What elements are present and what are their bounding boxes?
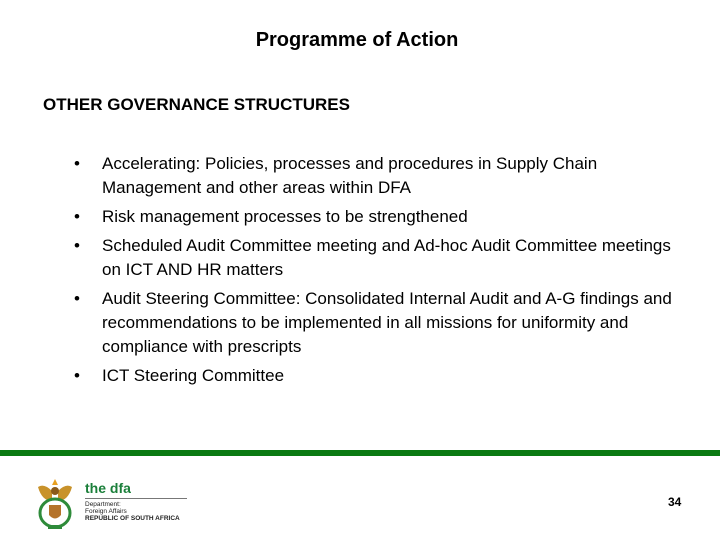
bullet-text: Accelerating: Policies, processes and procedures in Supply Chain Management and other areas within DFA <box>102 154 598 197</box>
coat-of-arms-icon <box>34 475 76 531</box>
page-number: 34 <box>668 495 682 509</box>
bullet-icon: • <box>74 154 80 173</box>
bullet-list <box>74 152 694 393</box>
department-name <box>85 501 180 522</box>
list-item <box>74 152 694 200</box>
bullet-text: ICT Steering Committee <box>102 366 285 385</box>
list-item <box>74 364 694 388</box>
bullet-text: Risk management processes to be strengthened <box>102 207 468 226</box>
list-item <box>74 205 694 229</box>
country-line: REPUBLIC OF SOUTH AFRICA <box>85 515 180 522</box>
list-item <box>74 234 694 282</box>
bullet-icon: • <box>74 236 80 255</box>
footer-divider <box>0 450 720 456</box>
slide-title: Programme of Action <box>255 29 459 51</box>
list-item <box>74 287 694 359</box>
bullet-icon: • <box>74 366 80 385</box>
bullet-icon: • <box>74 207 80 226</box>
dfa-logo-text: the dfa <box>85 480 131 496</box>
section-heading: OTHER GOVERNANCE STRUCTURES <box>43 95 350 114</box>
bullet-text: Audit Steering Committee: Consolidated Internal Audit and A-G findings and recommendations to be implemented in all missions for uniformity and compliance with prescripts <box>102 289 672 356</box>
dept-line: Department: <box>85 501 121 508</box>
dept-line: Foreign Affairs <box>85 508 127 515</box>
bullet-text: Scheduled Audit Committee meeting and Ad-hoc Audit Committee meetings on ICT AND HR matters <box>102 236 671 279</box>
logo-divider <box>85 498 187 499</box>
bullet-icon: • <box>74 289 80 308</box>
